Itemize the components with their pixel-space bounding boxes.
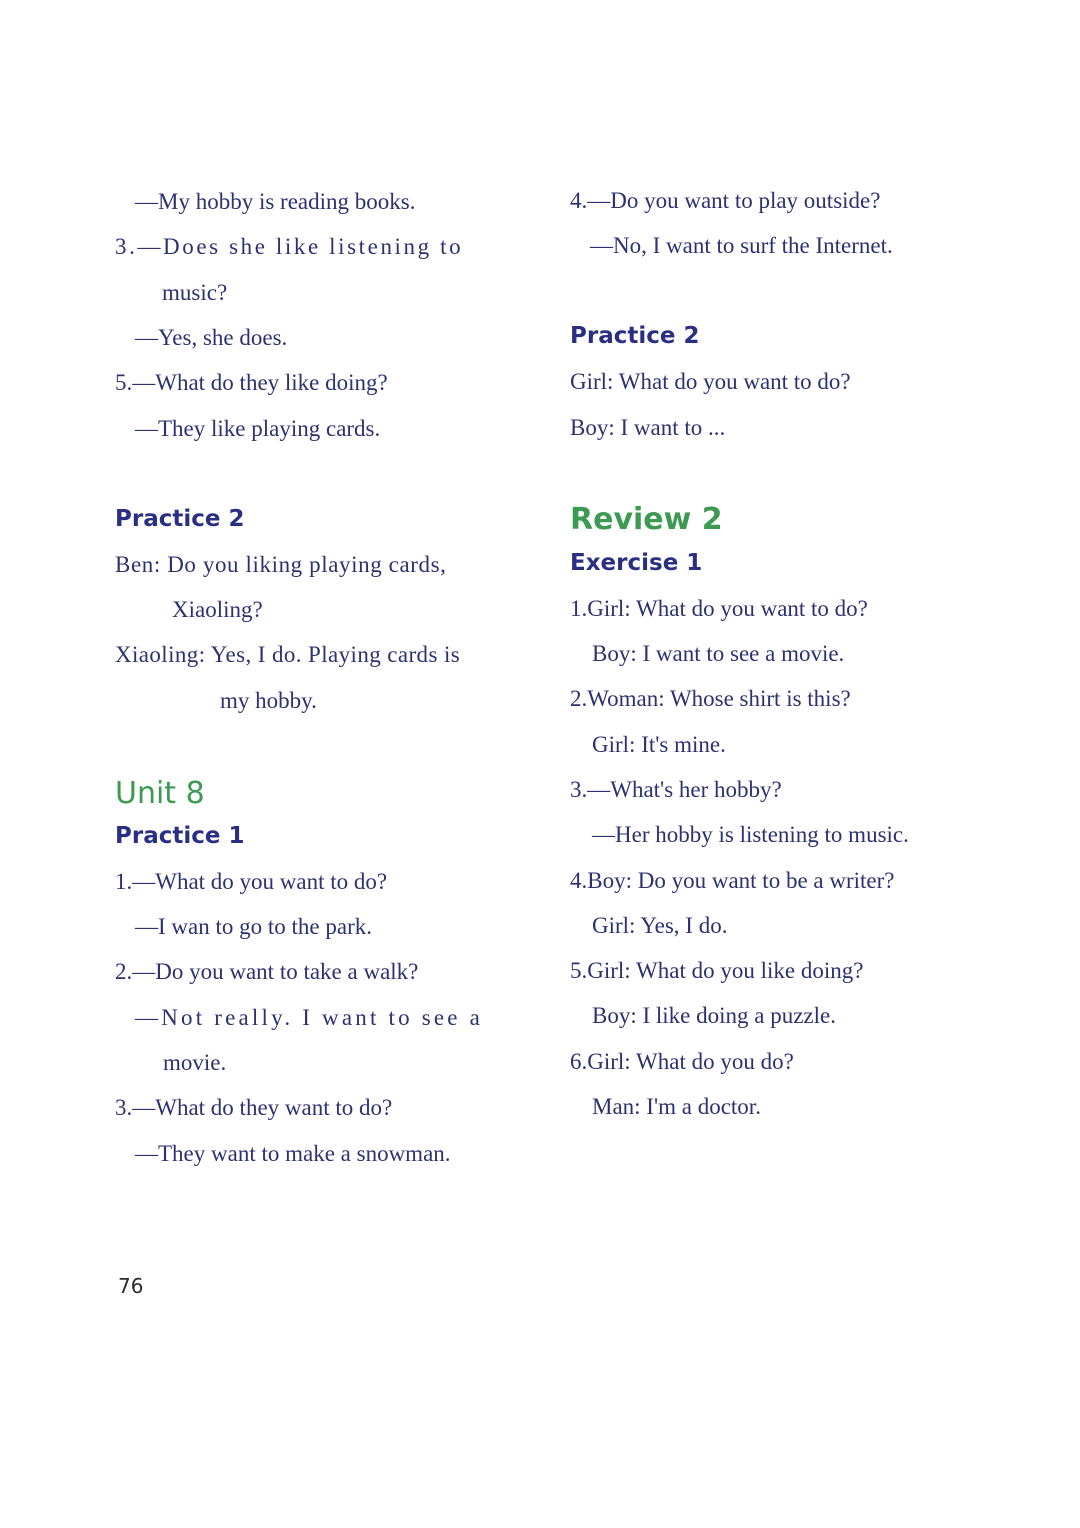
answer-line: Girl: What do you want to do? <box>570 369 851 394</box>
answer-line: —Not really. I want to see a <box>135 1005 484 1030</box>
answer-line: my hobby. <box>220 688 317 713</box>
answer-line: 6.Girl: What do you do? <box>570 1049 794 1074</box>
exercise-1-heading: Exercise 1 <box>570 550 703 576</box>
answer-line: Boy: I want to see a movie. <box>592 641 845 666</box>
answer-line: Boy: I like doing a puzzle. <box>592 1003 836 1028</box>
answer-line: Girl: Yes, I do. <box>592 913 728 938</box>
answer-line: 2.—Do you want to take a walk? <box>115 959 419 984</box>
practice-2-heading: Practice 2 <box>570 323 700 349</box>
answer-line: 3.—What's her hobby? <box>570 777 782 802</box>
answer-line: —They want to make a snowman. <box>135 1141 451 1166</box>
answer-line: 1.Girl: What do you want to do? <box>570 596 868 621</box>
answer-line: 1.—What do you want to do? <box>115 869 388 894</box>
answer-line: music? <box>162 280 228 305</box>
answer-line: —Her hobby is listening to music. <box>592 822 909 847</box>
answer-line: 4.Boy: Do you want to be a writer? <box>570 868 895 893</box>
answer-line: 4.—Do you want to play outside? <box>570 188 881 213</box>
answer-line: —No, I want to surf the Internet. <box>590 233 893 258</box>
answer-line: —Yes, she does. <box>135 325 288 350</box>
practice-2-heading: Practice 2 <box>115 506 245 532</box>
answer-line: —My hobby is reading books. <box>135 189 416 214</box>
answer-line: 3.—Does she like listening to <box>115 234 464 259</box>
unit-8-title: Unit 8 <box>115 776 205 811</box>
answer-line: 2.Woman: Whose shirt is this? <box>570 686 851 711</box>
page-number: 76 <box>118 1274 144 1298</box>
answer-line: Girl: It's mine. <box>592 732 726 757</box>
answer-line: Xiaoling? <box>172 597 263 622</box>
answer-line: Ben: Do you liking playing cards, <box>115 552 447 577</box>
answer-line: —They like playing cards. <box>135 416 381 441</box>
answer-line: 3.—What do they want to do? <box>115 1095 393 1120</box>
answer-line: Xiaoling: Yes, I do. Playing cards is <box>115 642 461 667</box>
answer-line: movie. <box>163 1050 227 1075</box>
answer-line: Boy: I want to ... <box>570 415 726 440</box>
answer-line: 5.Girl: What do you like doing? <box>570 958 864 983</box>
answer-line: Man: I'm a doctor. <box>592 1094 761 1119</box>
answer-line: —I wan to go to the park. <box>135 914 372 939</box>
review-2-title: Review 2 <box>570 502 723 537</box>
answer-line: 5.—What do they like doing? <box>115 370 388 395</box>
practice-1-heading: Practice 1 <box>115 823 245 849</box>
